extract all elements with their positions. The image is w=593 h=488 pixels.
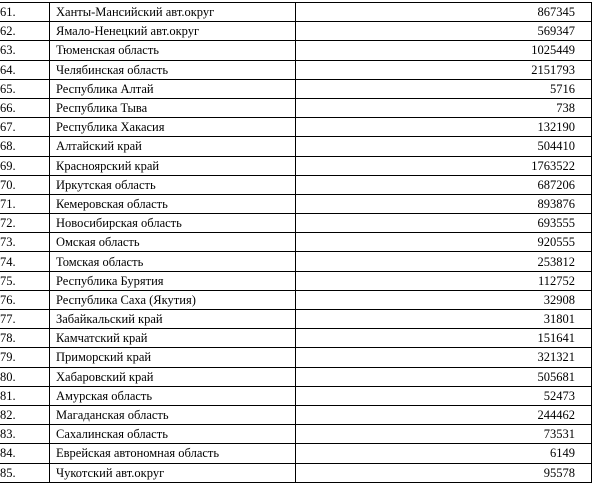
row-number: 63. (0, 41, 50, 60)
row-number: 78. (0, 329, 50, 348)
region-value: 738 (296, 98, 592, 117)
region-value: 32908 (296, 290, 592, 309)
region-name: Сахалинская область (50, 425, 296, 444)
table-row (0, 41, 592, 60)
region-name: Хабаровский край (50, 367, 296, 386)
table-row (0, 118, 592, 137)
table-row (0, 271, 592, 290)
regions-table-body (0, 3, 592, 483)
region-name: Новосибирская область (50, 214, 296, 233)
region-name: Ямало-Ненецкий авт.округ (50, 22, 296, 41)
table-row (0, 329, 592, 348)
table-row (0, 156, 592, 175)
region-name: Алтайский край (50, 137, 296, 156)
region-name: Камчатский край (50, 329, 296, 348)
table-row (0, 348, 592, 367)
table-row (0, 425, 592, 444)
row-number: 85. (0, 463, 50, 482)
region-name: Республика Алтай (50, 79, 296, 98)
region-name: Республика Саха (Якутия) (50, 290, 296, 309)
region-name: Челябинская область (50, 60, 296, 79)
row-number: 79. (0, 348, 50, 367)
region-value: 693555 (296, 214, 592, 233)
region-name: Иркутская область (50, 175, 296, 194)
row-number: 70. (0, 175, 50, 194)
region-value: 687206 (296, 175, 592, 194)
table-row (0, 386, 592, 405)
row-number: 64. (0, 60, 50, 79)
row-number: 73. (0, 233, 50, 252)
table-row (0, 60, 592, 79)
region-value: 867345 (296, 3, 592, 22)
table-row (0, 252, 592, 271)
region-name: Республика Тыва (50, 98, 296, 117)
regions-table (0, 2, 592, 483)
row-number: 83. (0, 425, 50, 444)
row-number: 69. (0, 156, 50, 175)
row-number: 77. (0, 310, 50, 329)
table-row (0, 3, 592, 22)
region-value: 151641 (296, 329, 592, 348)
table-row (0, 137, 592, 156)
row-number: 65. (0, 79, 50, 98)
region-value: 112752 (296, 271, 592, 290)
row-number: 81. (0, 386, 50, 405)
region-value: 1763522 (296, 156, 592, 175)
region-name: Амурская область (50, 386, 296, 405)
row-number: 74. (0, 252, 50, 271)
table-row (0, 367, 592, 386)
region-value: 893876 (296, 194, 592, 213)
region-name: Забайкальский край (50, 310, 296, 329)
region-value: 244462 (296, 405, 592, 424)
region-value: 95578 (296, 463, 592, 482)
row-number: 62. (0, 22, 50, 41)
region-name: Республика Хакасия (50, 118, 296, 137)
table-row (0, 463, 592, 482)
table-row (0, 290, 592, 309)
row-number: 75. (0, 271, 50, 290)
region-value: 31801 (296, 310, 592, 329)
table-row (0, 194, 592, 213)
region-value: 73531 (296, 425, 592, 444)
table-row (0, 79, 592, 98)
region-name: Кемеровская область (50, 194, 296, 213)
row-number: 61. (0, 3, 50, 22)
row-number: 68. (0, 137, 50, 156)
table-row (0, 310, 592, 329)
region-value: 5716 (296, 79, 592, 98)
region-value: 52473 (296, 386, 592, 405)
region-name: Чукотский авт.округ (50, 463, 296, 482)
region-name: Омская область (50, 233, 296, 252)
row-number: 84. (0, 444, 50, 463)
region-name: Еврейская автономная область (50, 444, 296, 463)
region-value: 1025449 (296, 41, 592, 60)
region-name: Ханты-Мансийский авт.округ (50, 3, 296, 22)
row-number: 67. (0, 118, 50, 137)
region-value: 321321 (296, 348, 592, 367)
region-value: 569347 (296, 22, 592, 41)
row-number: 66. (0, 98, 50, 117)
table-row (0, 98, 592, 117)
table-row (0, 175, 592, 194)
region-name: Приморский край (50, 348, 296, 367)
region-name: Тюменская область (50, 41, 296, 60)
region-value: 2151793 (296, 60, 592, 79)
row-number: 82. (0, 405, 50, 424)
region-value: 505681 (296, 367, 592, 386)
row-number: 71. (0, 194, 50, 213)
region-value: 920555 (296, 233, 592, 252)
table-row (0, 22, 592, 41)
table-row (0, 444, 592, 463)
region-name: Республика Бурятия (50, 271, 296, 290)
row-number: 80. (0, 367, 50, 386)
row-number: 76. (0, 290, 50, 309)
region-name: Томская область (50, 252, 296, 271)
table-row (0, 214, 592, 233)
region-value: 504410 (296, 137, 592, 156)
table-row (0, 405, 592, 424)
region-name: Магаданская область (50, 405, 296, 424)
region-name: Красноярский край (50, 156, 296, 175)
region-value: 132190 (296, 118, 592, 137)
table-row (0, 233, 592, 252)
region-value: 253812 (296, 252, 592, 271)
row-number: 72. (0, 214, 50, 233)
region-value: 6149 (296, 444, 592, 463)
